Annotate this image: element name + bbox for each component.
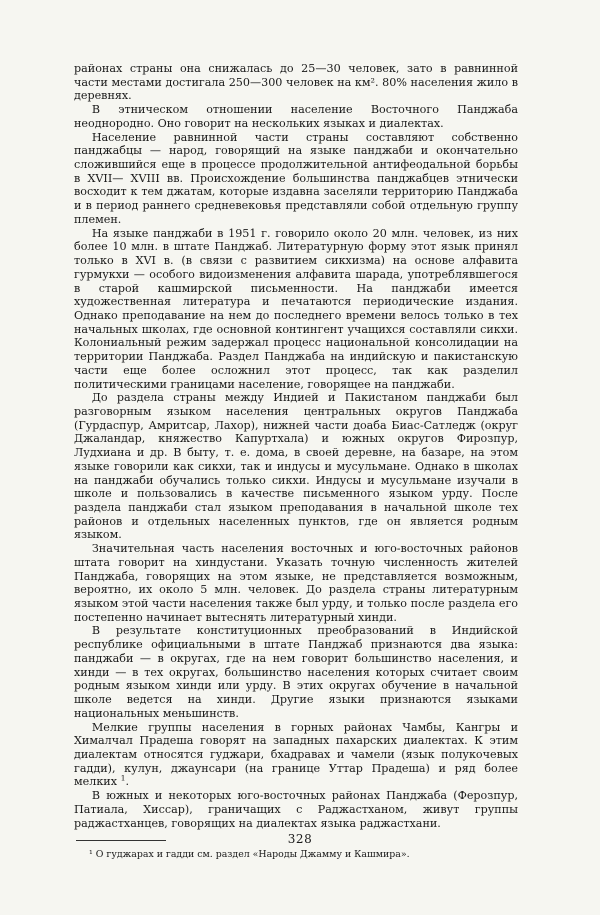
paragraph: Значительная часть населения восточных и юго-восточных районов штата говорит на хиндустани. Указать точную численность жителей Панджаба, говорящих на этом языке, не представляется возможным, вероятно, их около 5 млн. человек. До раздела страны литературным языком этой части населения также был урду, и только после раздела его постепенно начинает вытеснять литературный хинди. [74, 542, 518, 624]
footnote-marker: 1 [120, 773, 126, 783]
footnote: ¹ О гуджарах и гадди см. раздел «Народы Джамму и Кашмира». [89, 849, 410, 861]
paragraph: До раздела страны между Индией и Пакистаном панджаби был разговорным языком населения центральных округов Панджаба (Гурдаспур, Амритсар, Лахор), нижней части доаба Биас-Сатледж (округ Джаландар, княжество Капуртхала) и южных округов Фирозпур, Лудхиана и др. В быту, т. е. дома, в своей деревне, на базаре, на этом языке говорили как сикхи, так и индусы и мусульмане. Однако в школах на панджаби обучались только сикхи. Индусы и мусульмане изучали в школе и пользовались в качестве письменного языком урду. После раздела панджаби стал языком преподавания в начальной школе тех районов и отдельных населенных пунктов, где он является родным языком. [74, 391, 518, 542]
paragraph-with-footnote: Мелкие группы населения в горных районах Чамбы, Кангры и Хималчал Прадеша говорят на западных пахарских диалектах. К этим диалектам относятся гуджари, бхадравах и чамели (язык полукочевых гадди), кулун, джаунсари (на границе Уттар Прадеша) и ряд более мелких $^1$. [74, 720, 518, 789]
paragraph-text: Мелкие группы населения в горных районах Чамбы, Кангры и Хималчал Прадеша говорят на западных пахарских диалектах. К этим диалектам относятся гуджари, бхадравах и чамели (язык полукочевых гадди), кулун, джаунсари (на границе Уттар Прадеша) и ряд более мелких [74, 720, 518, 789]
body-text [74, 62, 518, 830]
paragraph: В результате конституционных преобразований в Индийской республике официальными в штате Панджаб признаются два языка: панджаби — в округах, где на нем говорит большинство населения, и хинди — в тех округах, большинство населения которых считает своим родным языком хинди или урду. В этих округах обучение в начальной школе ведется на хинди. Другие языки признаются языками национальных меньшинств. [74, 624, 518, 720]
page-number: 328 [287, 832, 313, 846]
paragraph: На языке панджаби в 1951 г. говорило около 20 млн. человек, из них более 10 млн. в штате Панджаб. Литературную форму этот язык принял только в XVI в. (в связи с развитием сикхизма) на основе алфавита гурмукхи — особого видоизменения алфавита шарада, употреблявшегося в старой кашмирской письменности. На панджаби имеется художественная литература и печатаются периодические издания. Однако преподавание на нем до последнего времени велось только в тех начальных школах, где основной контингент учащихся составляли сикхи. Колониальный режим задержал процесс национальной консолидации на территории Панджаба. Раздел Панджаба на индийскую и пакистанскую части еще более осложнил этот процесс, так как разделил политическими границами население, говорящее на панджаби. [74, 226, 518, 391]
paragraph-continued: районах страны она снижалась до 25—30 человек, зато в равнинной части местами достигала 250—300 человек на км². 80% населения жило в деревнях. [74, 62, 518, 103]
paragraph: В южных и некоторых юго-восточных районах Панджаба (Ферозпур, Патиала, Хиссар), граничащих с Раджастханом, живут группы раджастханцев, говорящих на диалектах языка раджастхани. [74, 789, 518, 830]
paragraph: В этническом отношении население Восточного Панджаба неоднородно. Оно говорит на нескольких языках и диалектах. [74, 103, 518, 130]
paragraph: Население равнинной части страны составляют собственно панджабцы — народ, говорящий на языке панджаби и окончательно сложившийся еще в процессе продолжительной антифеодальной борьбы в XVII— XVIII вв. Происхождение большинства панджабцев этнически восходит к тем джатам, которые издавна заселяли территорию Панджаба и в период раннего средневековья представляли собой отдельную группу племен. [74, 130, 518, 226]
